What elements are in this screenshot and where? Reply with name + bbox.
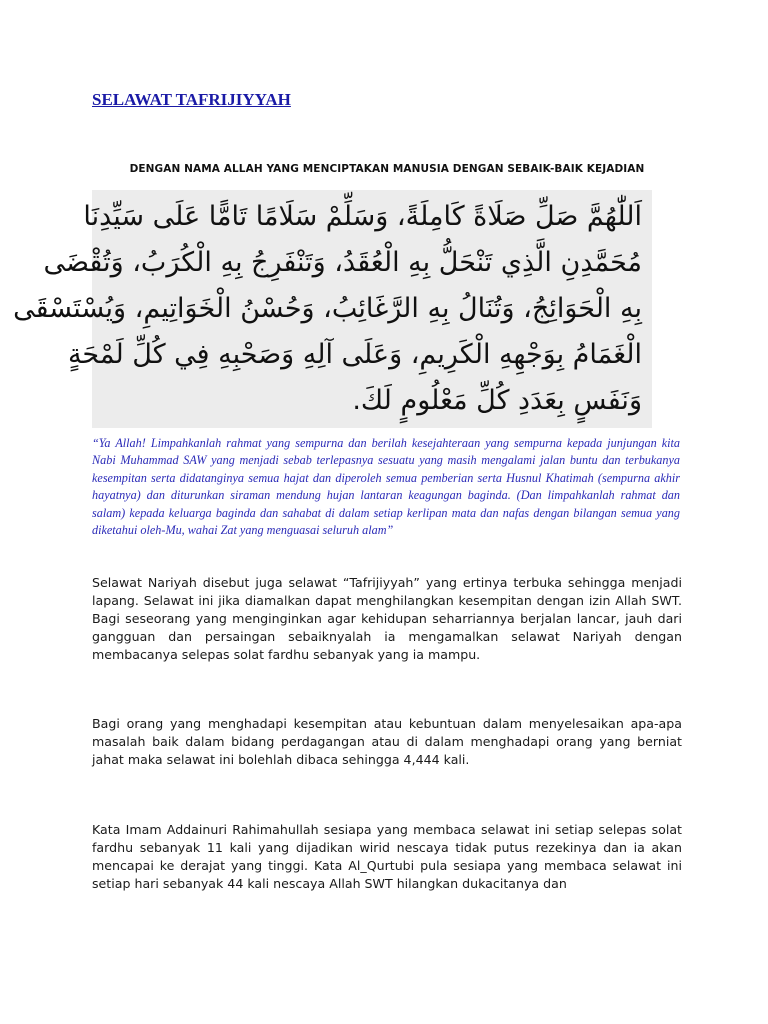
arabic-line: الْغَمَامُ بِوَجْهِهِ الْكَرِيمِ، وَعَلَى آلِهِ وَصَحْبِهِ فِي كُلِّ لَمْحَةٍ (67, 339, 642, 370)
arabic-text-image (13, 190, 652, 428)
body-paragraph: Selawat Nariyah disebut juga selawat “Tafrijiyyah” yang ertinya terbuka sehingga menjadi lapang. Selawat ini jika diamalkan dapat menghilangkan kesempitan dengan izin Allah SWT. Bagi seseorang yang menginginkan agar kehidupan seharriannya berjalan lancar, jauh dari gangguan dan persaingan sebaiknyalah ia mengamalkan selawat Nariyah dengan membacanya selepas solat fardhu sebanyak yang ia mampu. (92, 575, 682, 662)
arabic-line: اَللّٰهُمَّ صَلِّ صَلَاةً كَامِلَةً، وَسَلِّمْ سَلَامًا تَامًّا عَلَى سَيِّدِنَا (83, 201, 642, 232)
body-paragraph: Kata Imam Addainuri Rahimahullah sesiapa yang membaca selawat ini setiap selepas solat fardhu sebanyak 11 kali yang dijadikan wirid nescaya tidak putus rezekinya dan ia akan mencapai ke derajat yang tinggi. Kata Al_Qurtubi pula sesiapa yang membaca selawat ini setiap hari sebanyak 44 kali nescaya Allah SWT hilangkan dukacitanya dan (92, 822, 682, 891)
arabic-line: بِهِ الْحَوَائِجُ، وَتُنَالُ بِهِ الرَّغَائِبُ، وَحُسْنُ الْخَوَاتِيمِ، وَيُسْتَسْقَى (13, 293, 642, 324)
arabic-line: مُحَمَّدِنِ الَّذِي تَنْحَلُّ بِهِ الْعُقَدُ، وَتَنْفَرِجُ بِهِ الْكُرَبُ، وَتُقْضَى (43, 247, 642, 278)
body-paragraph: Bagi orang yang menghadapi kesempitan atau kebuntuan dalam menyelesaikan apa-apa masalah baik dalam bidang perdagangan atau di dalam menghadapi orang yang berniat jahat maka selawat ini bolehlah dibaca sehingga 4,444 kali. (92, 716, 682, 767)
arabic-line: وَنَفَسٍ بِعَدَدِ كُلِّ مَعْلُومٍ لَكَ. (352, 385, 642, 416)
document-subtitle: DENGAN NAMA ALLAH YANG MENCIPTAKAN MANUSIA DENGAN SEBAIK-BAIK KEJADIAN (129, 163, 645, 175)
translation-paragraph: “Ya Allah! Limpahkanlah rahmat yang sempurna dan berilah kesejahteraan yang sempurna kepada junjungan kita Nabi Muhammad SAW yang menjadi sebab terlepasnya sesuatu yang masih mengalami jalan buntu dan terbukanya kesempitan serta didatanginya semua hajat dan diperoleh semua pemberian serta Husnul Khatimah (sempurna akhir hayatnya) dan diturunkan siraman mendung hujan lantaran keagungan baginda. (Dan limpahkanlah rahmat dan salam) kepada keluarga baginda dan sahabat di dalam setiap kerlipan mata dan nafas dengan bilangan semua yang diketahui oleh-Mu, wahai Zat yang menguasai seluruh alam” (92, 436, 680, 538)
document-title: SELAWAT TAFRIJIYYAH (92, 90, 291, 109)
